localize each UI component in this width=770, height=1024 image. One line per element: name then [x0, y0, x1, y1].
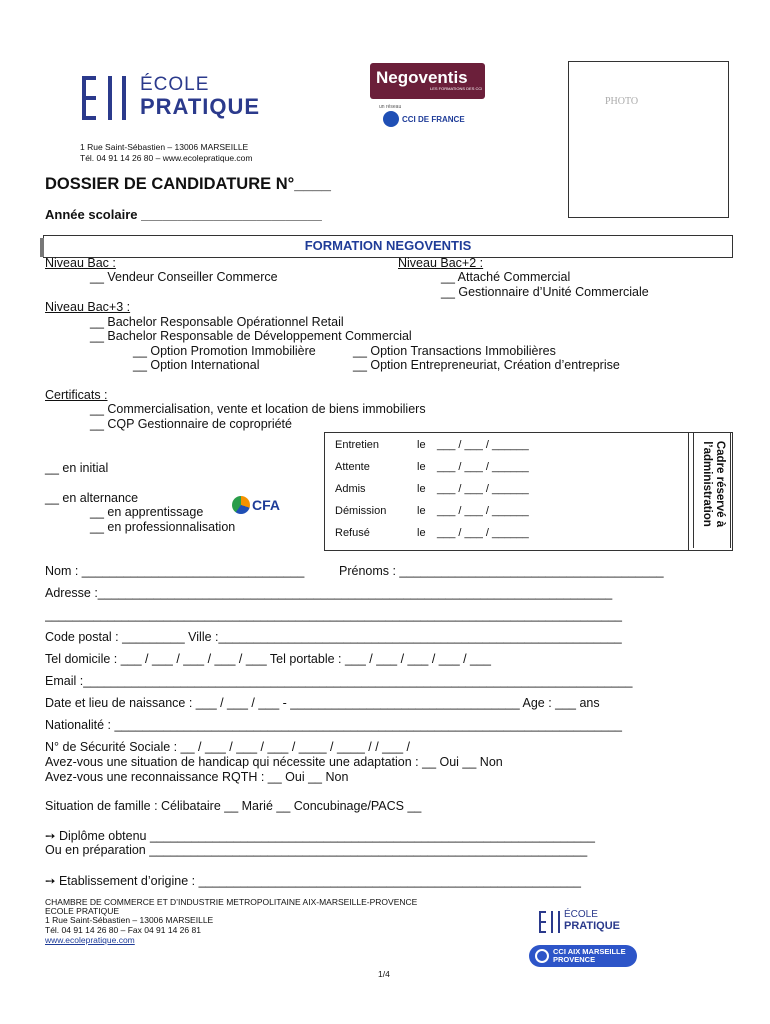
option-entrepreneuriat[interactable]: __ Option Entrepreneuriat, Création d’entreprise: [353, 358, 620, 372]
negoventis-logo-text: Negoventis: [376, 68, 468, 87]
footer-logo-line2: PRATIQUE: [564, 920, 621, 932]
bac3-label: Niveau Bac+3 :: [45, 300, 131, 314]
admin-label-admis: Admis: [335, 483, 366, 495]
footer-ecole-logo: [539, 910, 629, 934]
admin-reserved-label: Cadre réservé à l’administration: [701, 440, 726, 528]
admin-label-refuse: Refusé: [335, 527, 370, 539]
page-number: 1/4: [378, 969, 390, 979]
mode-initial[interactable]: __ en initial: [45, 461, 109, 475]
admin-le: le: [417, 439, 426, 451]
mode-alternance[interactable]: __ en alternance: [45, 491, 139, 505]
formation-banner: [43, 235, 733, 258]
option-promotion[interactable]: __ Option Promotion Immobilière: [133, 344, 316, 358]
admin-label-attente: Attente: [335, 461, 370, 473]
preparation-field[interactable]: Ou en préparation _______________________________________________________________: [45, 843, 588, 857]
cci-circle-icon: [535, 949, 549, 963]
diplome-field[interactable]: ➙ Diplôme obtenu ________________________________________________________________: [45, 829, 595, 843]
option-international[interactable]: __ Option International: [133, 358, 260, 372]
cert-label: Certificats :: [45, 388, 108, 402]
nom-field[interactable]: Nom : ________________________________: [45, 564, 305, 578]
admin-date-admis[interactable]: ___ / ___ / ______: [437, 483, 529, 495]
logo-line1: ÉCOLE: [140, 74, 210, 95]
tel-field[interactable]: Tel domicile : ___ / ___ / ___ / ___ / ___ Tel portable : ___ / ___ / ___ / ___ / ___: [45, 652, 491, 666]
etablissement-field[interactable]: ➙ Etablissement d’origine : _______________________________________________________: [45, 874, 581, 888]
rqth-field[interactable]: Avez-vous une reconnaissance RQTH : __ Oui __ Non: [45, 770, 349, 784]
admin-label-demission: Démission: [335, 505, 387, 517]
cert-cqp[interactable]: __ CQP Gestionnaire de copropriété: [90, 417, 292, 431]
footer-cci-line2: PROVENCE: [553, 955, 596, 964]
school-address: 1 Rue Saint-Sébastien – 13006 MARSEILLE: [80, 142, 249, 152]
negoventis-logo: [370, 63, 485, 99]
photo-box: [568, 61, 729, 218]
admin-label-entretien: Entretien: [335, 439, 380, 451]
admin-le: le: [417, 483, 426, 495]
network-label: un réseau: [379, 104, 402, 110]
ecole-pratique-logo: [82, 74, 282, 124]
cci-france-logo: [383, 111, 478, 129]
formation-title: FORMATION NEGOVENTIS: [304, 238, 472, 253]
adresse-field-2[interactable]: ___________________________________________________________________________________: [45, 608, 623, 622]
admin-le: le: [417, 461, 426, 473]
footer-cci-logo: [529, 945, 637, 967]
naissance-field[interactable]: Date et lieu de naissance : ___ / ___ / ___ - _________________________________ Age : ___ ans: [45, 696, 600, 710]
admin-le: le: [417, 527, 426, 539]
code-postal-ville-field[interactable]: Code postal : _________ Ville :__________________________________________________________: [45, 630, 622, 644]
cci-circle-icon: [383, 111, 399, 127]
bac2-label: Niveau Bac+2 :: [398, 256, 484, 270]
option-attache[interactable]: __ Attaché Commercial: [441, 270, 571, 284]
footer-cci-line1: CCI AIX MARSEILLE: [553, 947, 626, 956]
famille-field[interactable]: Situation de famille : Célibataire __ Marié __ Concubinage/PACS __: [45, 799, 422, 813]
adresse-field[interactable]: Adresse :__________________________________________________________________________: [45, 586, 613, 600]
option-transactions[interactable]: __ Option Transactions Immobilières: [353, 344, 556, 358]
cci-france-label: CCI DE FRANCE: [402, 115, 465, 124]
prenoms-field[interactable]: Prénoms : ______________________________________: [339, 564, 664, 578]
page-title: DOSSIER DE CANDIDATURE N°____: [45, 175, 331, 193]
cfa-logo-text: CFA: [252, 497, 280, 513]
footer-address: 1 Rue Saint-Sébastien – 13006 MARSEILLE: [45, 915, 214, 925]
option-gestionnaire[interactable]: __ Gestionnaire d’Unité Commerciale: [441, 285, 649, 299]
handicap-field[interactable]: Avez-vous une situation de handicap qui nécessite une adaptation : __ Oui __ Non: [45, 755, 503, 769]
admin-reserved-frame: [688, 433, 733, 550]
option-vendeur[interactable]: __ Vendeur Conseiller Commerce: [90, 270, 278, 284]
footer-website-link[interactable]: www.ecolepratique.com: [45, 935, 135, 945]
cfa-icon: [232, 496, 250, 514]
admin-box: [324, 432, 733, 551]
admin-date-entretien[interactable]: ___ / ___ / ______: [437, 439, 529, 451]
footer-logo-line1: ÉCOLE: [564, 909, 598, 920]
admin-date-refuse[interactable]: ___ / ___ / ______: [437, 527, 529, 539]
footer-cci: CHAMBRE DE COMMERCE ET D’INDUSTRIE METROPOLITAINE AIX-MARSEILLE-PROVENCE: [45, 897, 418, 907]
admin-date-demission[interactable]: ___ / ___ / ______: [437, 505, 529, 517]
option-bachelor-dev[interactable]: __ Bachelor Responsable de Développement Commercial: [90, 329, 412, 343]
photo-label: PHOTO: [605, 96, 639, 107]
admin-date-attente[interactable]: ___ / ___ / ______: [437, 461, 529, 473]
admin-le: le: [417, 505, 426, 517]
mode-professionnalisation[interactable]: __ en professionnalisation: [90, 520, 236, 534]
cert-immobilier[interactable]: __ Commercialisation, vente et location de biens immobiliers: [90, 402, 426, 416]
cfa-logo: [232, 496, 292, 514]
negoventis-tagline: LES FORMATIONS DES CCI: [430, 86, 483, 91]
school-contact: Tél. 04 91 14 26 80 – www.ecolepratique.com: [80, 153, 253, 163]
email-field[interactable]: Email :_______________________________________________________________________________: [45, 674, 633, 688]
nationalite-field[interactable]: Nationalité : _________________________________________________________________________: [45, 718, 622, 732]
footer-school: ECOLE PRATIQUE: [45, 906, 119, 916]
footer-phone: Tél. 04 91 14 26 80 – Fax 04 91 14 26 81: [45, 925, 201, 935]
option-bachelor-retail[interactable]: __ Bachelor Responsable Opérationnel Retail: [90, 315, 344, 329]
bac-label: Niveau Bac :: [45, 256, 116, 270]
secu-field[interactable]: N° de Sécurité Sociale : __ / ___ / ___ / ___ / ____ / ____ / / ___ /: [45, 740, 410, 754]
mode-apprentissage[interactable]: __ en apprentissage: [90, 505, 204, 519]
logo-line2: PRATIQUE: [140, 94, 261, 119]
school-year-field[interactable]: Année scolaire _________________________: [45, 207, 322, 222]
